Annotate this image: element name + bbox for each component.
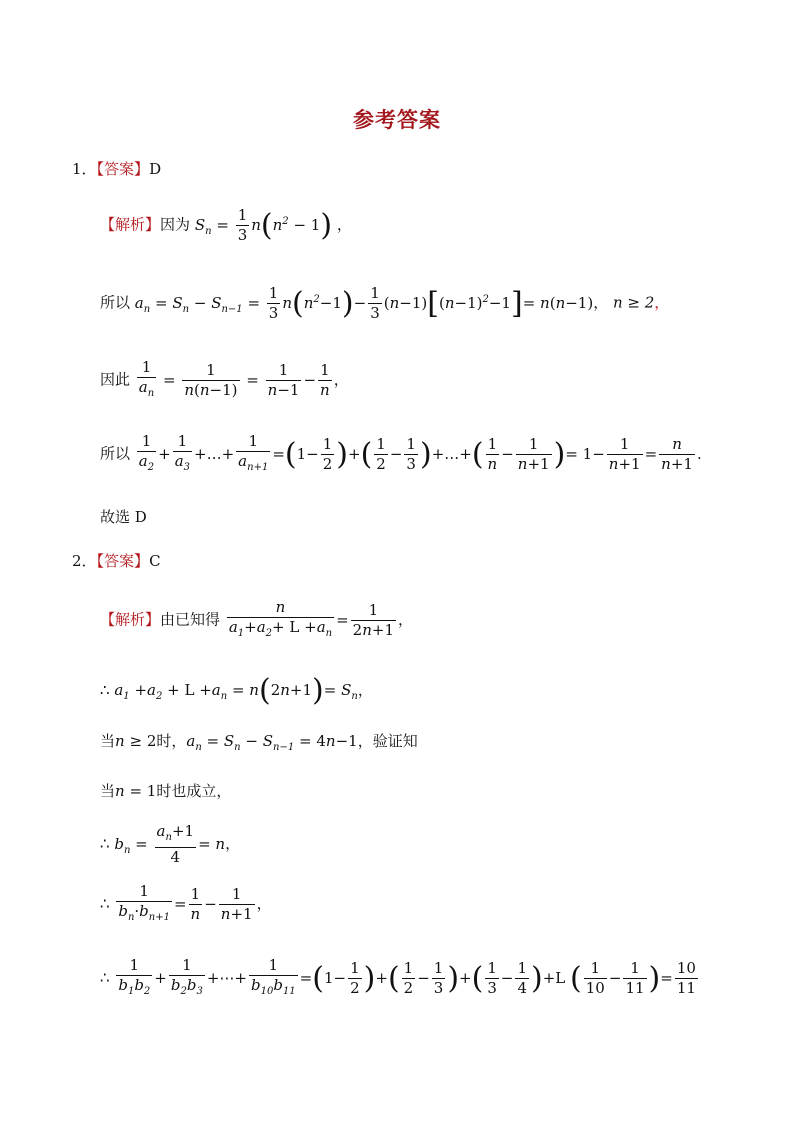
q1-answer-line	[72, 158, 161, 179]
q2-line1-text: 由已知得	[160, 610, 221, 629]
q2-analysis-line-1: 【解析】由已知得 $\frac{n}{a_1+a_2+ L +a_n}$ = $\frac{1}{2n+1}$ ，	[100, 598, 414, 639]
q2-analysis-line-5: ∴ $b_n$ = $\frac{a_n+1}{4}$ = n，	[100, 822, 241, 866]
q2-analysis-line-7: ∴ $\frac{1}{b_1b_2}$ + $\frac{1}{b_2b_3}$ +⋯+ $\frac{1}{b_{10}b_{11}}$ =(1− $\frac{1}{2}$ )+( $\frac{1}{2}$ − $\frac{1}{3}$ )+( $\frac{1}{3}$ − $\frac{1}{4}$ )+L ( $\frac{1}{10}$ − $\frac{1}{11}$ )= $\frac{10}{11}$	[100, 956, 700, 1001]
q2-line4-prefix: 当	[100, 782, 116, 800]
q1-number: 1．	[72, 160, 97, 178]
q2-formula-reciprocal: $\frac{1}{b_n\cdot b_{n+1}}$ = $\frac{1}{n}$ − $\frac{1}{n+1}$	[118, 882, 253, 923]
q2-analysis-line-6: ∴ $\frac{1}{b_n\cdot b_{n+1}}$ = $\frac{1}{n}$ − $\frac{1}{n+1}$ ，	[100, 882, 272, 923]
q1-analysis-tag: 【解析】	[100, 215, 161, 234]
q1-answer: D	[149, 160, 162, 178]
q2-analysis-line-3: 当n ≥ 2时，$a_n = S_n - S_{n-1} = 4n-1$，验证知	[100, 732, 418, 753]
q2-analysis-line-4: 当n = 1时也成立，	[100, 782, 232, 800]
q1-line1-text: 因为	[160, 215, 191, 234]
q1-line4-text: 所以	[100, 444, 131, 463]
q1-answer-tag: 【答案】	[96, 160, 150, 178]
q1-formula-reciprocal: $\frac{1}{a_n}$ = $\frac{1}{n(n-1)}$ = $\frac{1}{n-1}$ − $\frac{1}{n}$	[138, 358, 330, 399]
page-title: 参考答案	[353, 107, 441, 132]
q2-answer-line	[72, 550, 161, 571]
q2-answer: C	[149, 552, 161, 570]
q1-formula-an: $a_n = S_n - S_{n-1}$ = $\frac{1}{3}$ $n(n^2-1)-$ $\frac{1}{3}$ $(n-1)[(n-1)^2-1]= n(n-1)$	[134, 284, 594, 322]
q1-conclusion: 故选 D	[100, 508, 147, 526]
q2-line4-suffix: 时也成立，	[156, 782, 232, 800]
q2-result: $\frac{10}{11}$	[676, 959, 696, 997]
q2-formula-telescoping: $\frac{1}{b_1b_2}$ + $\frac{1}{b_2b_3}$ +⋯+ $\frac{1}{b_{10}b_{11}}$ =(1− $\frac{1}{2}$ )+( $\frac{1}{2}$ − $\frac{1}{3}$ )+( $\frac{1}{3}$ − $\frac{1}{4}$ )+L ( $\frac{1}{10}$ − $\frac{1}{11}$ )= $\frac{10}{11}$	[118, 956, 696, 997]
q2-line3-suffix: ，验证知	[357, 732, 418, 750]
q2-analysis-line-2: ∴ $a_1 +a_2 + L +a_n = n(2n+1)= S_n$，	[100, 673, 373, 708]
q2-formula-bn: $b_n$ = $\frac{a_n+1}{4}$ = n	[114, 822, 226, 866]
q2-formula-sum: $a_1 +a_2 + L +a_n = n(2n+1)= S_n$	[114, 673, 358, 708]
q1-analysis-line-1: 【解析】因为 $S_n$ = $\frac{1}{3}$ $n(n^2 - 1)$ ，	[100, 206, 352, 244]
q2-formula-an: $a_n = S_n - S_{n-1} = 4n-1$	[186, 732, 358, 753]
q1-line3-text: 因此	[100, 370, 131, 389]
q2-line3-mid: 2时，	[146, 732, 187, 750]
q1-condition: n ≥ 2	[612, 293, 655, 312]
q2-line3-prefix: 当	[100, 732, 116, 750]
q1-formula-sn: $S_n$ = $\frac{1}{3}$ $n(n^2 - 1)$	[194, 206, 333, 244]
q2-answer-tag: 【答案】	[96, 552, 150, 570]
q1-analysis-line-4	[100, 432, 702, 477]
q2-formula-given: $\frac{n}{a_1+a_2+ L +a_n}$ = $\frac{1}{2n+1}$	[228, 598, 395, 639]
q1-line2-text: 所以	[100, 293, 131, 312]
q1-formula-sum: $\frac{1}{a_2}$ + $\frac{1}{a_3}$ +…+ $\frac{1}{a_{n+1}}$ =(1− $\frac{1}{2}$ )+( $\frac{1}{2}$ − $\frac{1}{3}$ )+…+( $\frac{1}{n}$ − $\frac{1}{n+1}$ )= 1− $\frac{1}{n+1}$ = $\frac{n}{n+1}$ .	[138, 432, 702, 473]
q2-number: 2．	[72, 552, 97, 570]
q2-analysis-tag: 【解析】	[100, 610, 161, 629]
q1-analysis-line-2: 所以 $a_n = S_n - S_{n-1}$ = $\frac{1}{3}$ $n(n^2-1)-$ $\frac{1}{3}$ $(n-1)[(n-1)^2-1]= n(n-1)$， n ≥ 2，	[100, 284, 670, 322]
q1-analysis-line-3: 因此 $\frac{1}{a_n}$ = $\frac{1}{n(n-1)}$ = $\frac{1}{n-1}$ − $\frac{1}{n}$ ，	[100, 358, 349, 399]
